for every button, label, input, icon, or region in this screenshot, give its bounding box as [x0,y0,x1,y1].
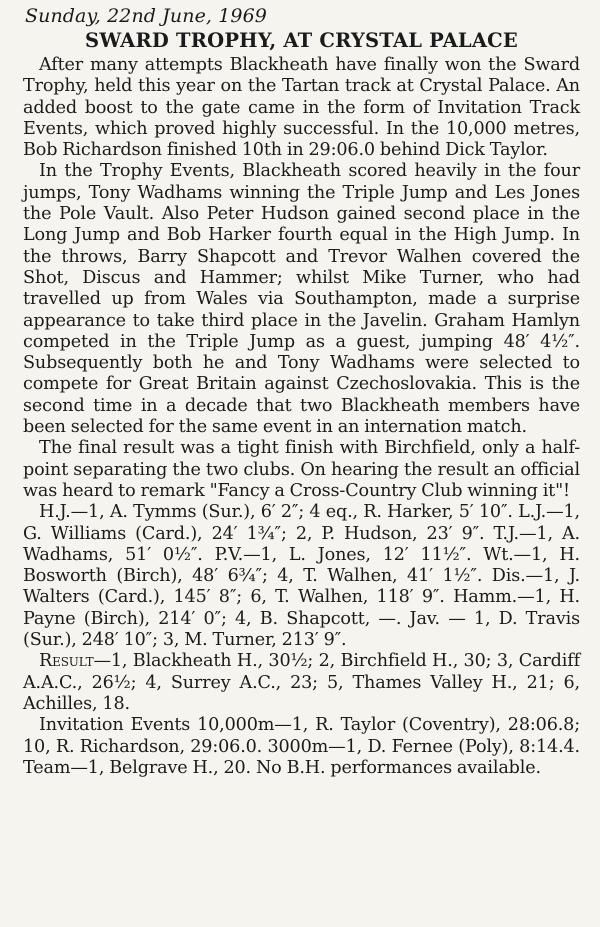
paragraph-invitation-events: Invitation Events 10,000m—1, R. Taylor (Coventry), 28:06.8; 10, R. Richardson, 29:06.0. 3000m—1, D. Fernee (Poly), 8:14.4. Team—1, Belgrave H., 20. No B.H. performances available. [23,715,580,778]
paragraph-field-results: H.J.—1, A. Tymms (Sur.), 6′ 2″; 4 eq., R. Harker, 5′ 10″. L.J.—1, G. Williams (Card.), 24′ 1¾″; 2, P. Hudson, 23′ 9″. T.J.—1, A. Wadhams, 51′ 0½″. P.V.—1, L. Jones, 12′ 11½″. Wt.—1, H. Bosworth (Birch), 48′ 6¾″; 4, T. Walhen, 41′ 1½″. Dis.—1, J. Walters (Card.), 145′ 8″; 6, T. Walhen, 118′ 9″. Hamm.—1, H. Payne (Birch), 214′ 0″; 4, B. Shapcott, —. Jav. — 1, D. Travis (Sur.), 248′ 10″; 3, M. Turner, 213′ 9″. [23,502,580,651]
result-label: Result [39,651,94,672]
paragraph-final-result: The final result was a tight finish with Birchfield, only a half-point separating the two clubs. On hearing the result an official was heard to remark "Fancy a Cross-Country Club winning it"! [23,438,580,501]
paragraph-intro: After many attempts Blackheath have finally won the Sward Trophy, held this year on the Tartan track at Crystal Palace. An added boost to the gate came in the form of Invitation Track Events, which proved highly successful. In the 10,000 metres, Bob Richardson finished 10th in 29:06.0 behind Dick Taylor. [23,55,580,161]
paragraph-team-result [23,651,580,715]
result-text: —1, Blackheath H., 30½; 2, Birchfield H., 30; 3, Cardiff A.A.C., 26½; 4, Surrey A.C., 23; 5, Thames Valley H., 21; 6, Achilles, 18. [23,651,580,714]
article-date: Sunday, 22nd June, 1969 [25,5,267,27]
article-headline: SWARD TROPHY, AT CRYSTAL PALACE [85,29,518,52]
paragraph-trophy-events: In the Trophy Events, Blackheath scored heavily in the four jumps, Tony Wadhams winning the Triple Jump and Les Jones the Pole Vault. Also Peter Hudson gained second place in the Long Jump and Bob Harker fourth equal in the High Jump. In the throws, Barry Shapcott and Trevor Walhen covered the Shot, Discus and Hammer; whilst Mike Turner, who had travelled up from Wales via Southampton, made a surprise appearance to take third place in the Javelin. Graham Hamlyn competed in the Triple Jump as a guest, jumping 48′ 4½″. Subsequently both he and Tony Wadhams were selected to compete for Great Britain against Czechoslovakia. This is the second time in a decade that two Blackheath members have been selected for the same event in an internation match. [23,161,580,438]
